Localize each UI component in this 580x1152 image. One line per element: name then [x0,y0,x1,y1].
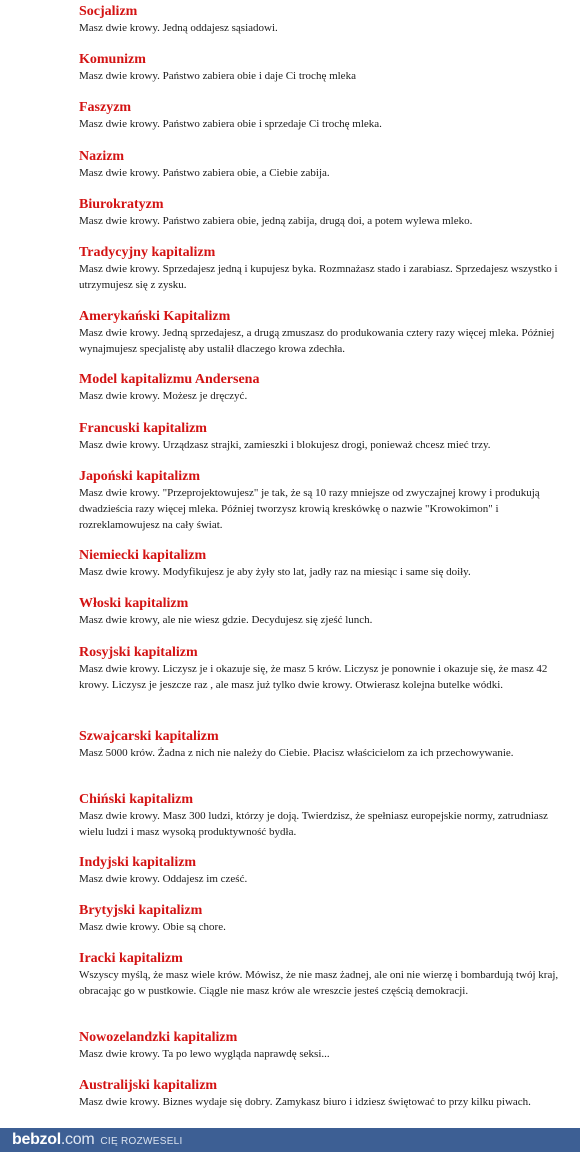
entry-title: Rosyjski kapitalizm [79,645,198,660]
brand-suffix: .com [60,1131,95,1148]
entry-text: Masz dwie krowy. Biznes wydaje się dobry. Zamykasz biuro i idziesz świętować to przy kilku piwach. [79,1096,531,1108]
entry-text: Masz dwie krowy. "Przeprojektowujesz" je tak, że są 10 razy mniejsze od zwyczajnej krowy i produkują dwadzieścia razy więcej mleka. Później tworzysz krowią kreskówkę o nazwie "Krowokimon" i rozreklamowujesz na cały świat. [79,487,540,531]
entry-text: Masz dwie krowy. Ta po lewo wygląda naprawdę seksi... [79,1048,330,1060]
footer-tagline: CIĘ ROZWESELI [100,1135,183,1147]
entry-faszyzm [79,100,575,132]
entry-title: Iracki kapitalizm [79,951,183,966]
entry-text: Masz dwie krowy. Państwo zabiera obie i sprzedaje Ci trochę mleka. [79,118,382,130]
entry-text: Masz dwie krowy. Masz 300 ludzi, którzy je doją. Twierdzisz, że spełniasz europejskie normy, zatrudniasz wielu ludzi i masz wysoką produktywność bydła. [79,810,548,838]
entry-tradycyjny-kapitalizm [79,245,575,293]
entry-nazizm [79,149,575,181]
entry-text: Masz dwie krowy. Modyfikujesz je aby żyły sto lat, jadły raz na miesiąc i same się doiły. [79,566,471,578]
entry-text: Masz 5000 krów. Żadna z nich nie należy do Ciebie. Płacisz właścicielom za ich przechowywanie. [79,747,514,759]
entry-text: Masz dwie krowy. Państwo zabiera obie, jedną zabija, drugą doi, a potem wylewa mleko. [79,215,473,227]
entry-title: Włoski kapitalizm [79,596,189,611]
entry-text: Masz dwie krowy. Oddajesz im cześć. [79,873,248,885]
entry-title: Nowozelandzki kapitalizm [79,1030,238,1045]
entry-socjalizm [79,4,575,36]
entry-iracki-kapitalizm [79,951,575,999]
entry-text: Masz dwie krowy. Jedną sprzedajesz, a drugą zmuszasz do produkowania cztery razy więcej mleka. Później wynajmujesz specjalistę aby ustalił dlaczego krowa zdechła. [79,327,555,355]
entry-title: Komunizm [79,52,146,67]
entry-title: Australijski kapitalizm [79,1078,218,1093]
entry-chinski-kapitalizm [79,792,575,840]
entry-title: Szwajcarski kapitalizm [79,729,219,744]
entry-niemiecki-kapitalizm [79,548,575,580]
entry-text: Masz dwie krowy, ale nie wiesz gdzie. Decydujesz się zjeść lunch. [79,614,373,626]
entry-text: Masz dwie krowy. Państwo zabiera obie, a Ciebie zabija. [79,167,330,179]
entry-japonski-kapitalizm [79,469,575,533]
entry-text: Masz dwie krowy. Urządzasz strajki, zamieszki i blokujesz drogi, ponieważ chcesz mieć trzy. [79,439,491,451]
entry-title: Amerykański Kapitalizm [79,309,231,324]
entry-title: Japoński kapitalizm [79,469,200,484]
entry-title: Socjalizm [79,4,138,19]
entry-australijski-kapitalizm [79,1078,575,1110]
entry-text: Masz dwie krowy. Obie są chore. [79,921,226,933]
entry-title: Faszyzm [79,100,132,115]
entry-title: Chiński kapitalizm [79,792,193,807]
entry-biurokratyzm [79,197,575,229]
entry-title: Brytyjski kapitalizm [79,903,203,918]
entry-title: Nazizm [79,149,125,164]
entry-model-kapitalizmu-andersena [79,372,575,404]
entry-text: Wszyscy myślą, że masz wiele krów. Mówisz, że nie masz żadnej, ale oni nie wierzę i bombardują twój kraj, obracając go w pustkowie. Ciągle nie masz krów ale wreszcie jesteś częścią demokracji. [79,969,559,997]
entry-brytyjski-kapitalizm [79,903,575,935]
entry-title: Biurokratyzm [79,197,164,212]
entry-rosyjski-kapitalizm [79,645,575,693]
entry-wloski-kapitalizm [79,596,575,628]
entry-amerykanski-kapitalizm [79,309,575,357]
entry-title: Francuski kapitalizm [79,421,207,436]
entry-title: Niemiecki kapitalizm [79,548,207,563]
entry-text: Masz dwie krowy. Liczysz je i okazuje się, że masz 5 krów. Liczysz je ponownie i okazuje się, że masz 42 krowy. Liczysz je jeszcze raz , ale masz już tylko dwie krowy. Otwierasz kolejna butelke wódki. [79,663,548,691]
entry-title: Model kapitalizmu Andersena [79,372,260,387]
entry-szwajcarski-kapitalizm [79,729,575,761]
bebzol-logo-link[interactable] [12,1131,94,1149]
entry-francuski-kapitalizm [79,421,575,453]
entry-nowozelandzki-kapitalizm [79,1030,575,1062]
entry-title: Indyjski kapitalizm [79,855,197,870]
brand-name: bebzol [12,1131,61,1148]
entry-text: Masz dwie krowy. Państwo zabiera obie i daje Ci trochę mleka [79,70,356,82]
entry-text: Masz dwie krowy. Możesz je dręczyć. [79,390,248,402]
entry-text: Masz dwie krowy. Sprzedajesz jedną i kupujesz byka. Rozmnażasz stado i zarabiasz. Sprzedajesz wszystko i utrzymujesz się z zysku. [79,263,558,291]
entry-indyjski-kapitalizm [79,855,575,887]
entry-text: Masz dwie krowy. Jedną oddajesz sąsiadowi. [79,22,278,34]
entry-title: Tradycyjny kapitalizm [79,245,216,260]
entry-komunizm [79,52,575,84]
footer-bar [0,1128,580,1152]
